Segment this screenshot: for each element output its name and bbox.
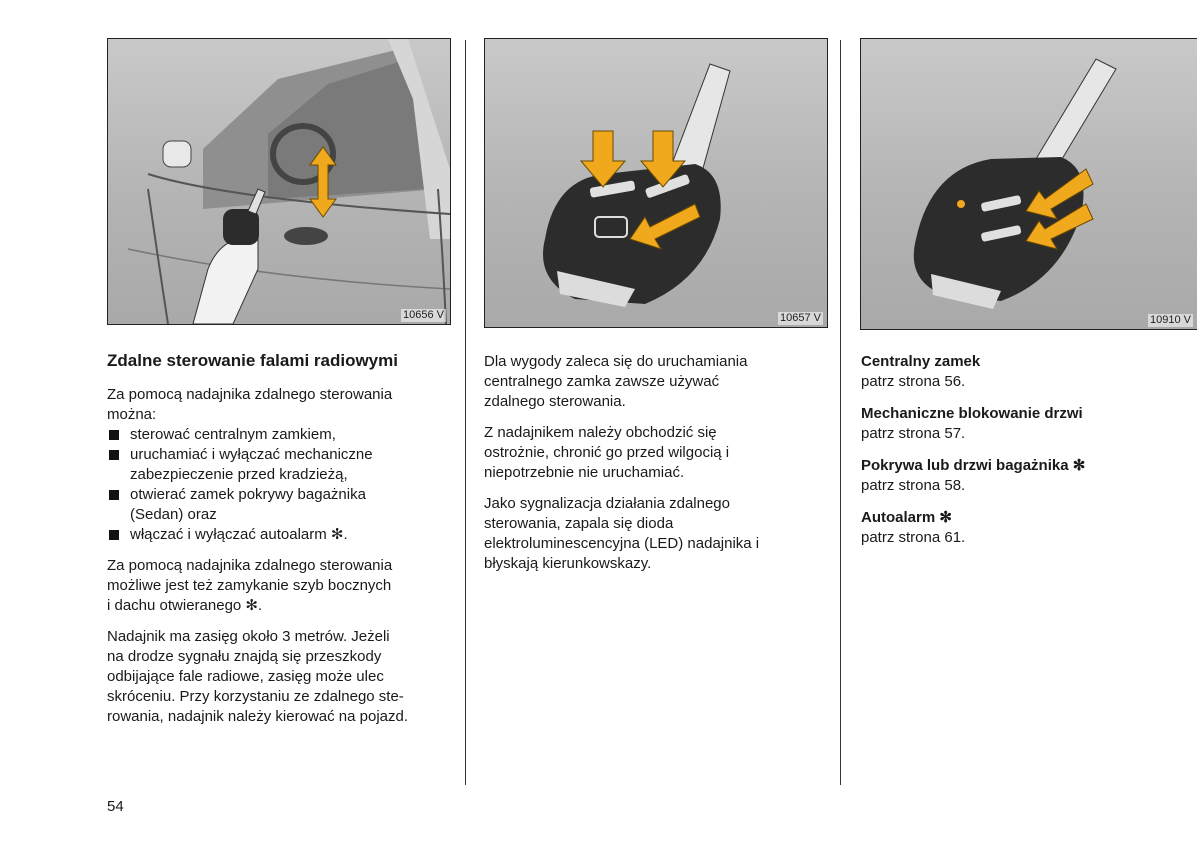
text-line: można: xyxy=(107,406,157,423)
paragraph-care xyxy=(484,423,729,483)
list-item xyxy=(107,485,373,525)
figure-code: 10657 V xyxy=(780,312,821,324)
bullet-square-icon xyxy=(109,490,119,500)
list-item xyxy=(107,425,373,445)
bullet-square-icon xyxy=(109,430,119,440)
figure-code: 10910 V xyxy=(1150,314,1191,326)
ref-heading: Pokrywa lub drzwi bagażnika ✻ xyxy=(861,457,1086,474)
page-number: 54 xyxy=(107,798,124,815)
remote-key-illustration xyxy=(485,39,827,327)
bullet-square-icon xyxy=(109,450,119,460)
text-line: i dachu otwieranego ✻. xyxy=(107,597,263,614)
bullet-square-icon xyxy=(109,530,119,540)
ref-mechanical-lock xyxy=(861,404,1083,444)
ref-page-link[interactable]: patrz strona 57. xyxy=(861,425,966,442)
figure-remote-buttons xyxy=(484,38,828,328)
ref-page-link[interactable]: patrz strona 61. xyxy=(861,529,966,546)
ref-page-link[interactable]: patrz strona 56. xyxy=(861,373,966,390)
text-line: Nadajnik ma zasięg około 3 metrów. Jeżeli xyxy=(107,628,390,645)
text-line: Jako sygnalizacja działania zdalnego xyxy=(484,495,730,512)
column-rule-2 xyxy=(840,40,841,785)
list-item xyxy=(107,445,373,485)
text-line: ostrożnie, chronić go przed wilgocią i xyxy=(484,444,730,461)
ref-central-lock xyxy=(861,352,980,392)
ref-heading: Mechaniczne blokowanie drzwi xyxy=(861,405,1083,422)
text-line: Z nadajnikem należy obchodzić się xyxy=(484,424,717,441)
list-item-text: włączać i wyłączać autoalarm ✻. xyxy=(130,526,348,543)
text-line: możliwe jest też zamykanie szyb bocznych xyxy=(107,577,392,594)
list-item-text: otwierać zamek pokrywy bagażnika xyxy=(130,486,366,503)
text-line: zdalnego sterowania. xyxy=(484,393,626,410)
text-line: Za pomocą nadajnika zdalnego sterowania xyxy=(107,557,393,574)
figure-car-door xyxy=(107,38,451,325)
list-item-text: sterować centralnym zamkiem, xyxy=(130,426,336,443)
ref-heading: Autoalarm ✻ xyxy=(861,509,952,526)
text-line: skróceniu. Przy korzystaniu ze zdalnego ste- xyxy=(107,688,404,705)
text-line: sterowania, zapala się dioda xyxy=(484,515,674,532)
text-line: Dla wygody zaleca się do uruchamiania xyxy=(484,353,748,370)
column-rule-1 xyxy=(465,40,466,785)
list-item-text: zabezpieczenie przed kradzieżą, xyxy=(130,466,348,483)
intro-paragraph xyxy=(107,385,392,425)
text-line: Za pomocą nadajnika zdalnego sterowania xyxy=(107,386,393,403)
text-line: centralnego zamka zawsze używać xyxy=(484,373,720,390)
list-item xyxy=(107,525,373,545)
list-item-text: uruchamiać i wyłączać mechaniczne xyxy=(130,446,373,463)
ref-heading: Centralny zamek xyxy=(861,353,981,370)
section-heading: Zdalne sterowanie falami radiowymi xyxy=(107,351,398,370)
paragraph-windows xyxy=(107,556,392,616)
car-door-illustration xyxy=(108,39,450,324)
figure-code: 10656 V xyxy=(403,309,444,321)
text-line: odbijające fale radiowe, zasięg może ulec xyxy=(107,668,384,685)
list-item-text: (Sedan) oraz xyxy=(130,506,217,523)
figure-remote-side xyxy=(860,38,1197,330)
text-line: niepotrzebnie nie uruchamiać. xyxy=(484,464,685,481)
text-line: rowania, nadajnik należy kierować na pojazd. xyxy=(107,708,409,725)
text-line: na drodze sygnału znajdą się przeszkody xyxy=(107,648,382,665)
paragraph-convenience xyxy=(484,352,747,412)
text-line: elektroluminescencyjna (LED) nadajnika i xyxy=(484,535,760,552)
ref-page-link[interactable]: patrz strona 58. xyxy=(861,477,966,494)
remote-key-side-illustration xyxy=(861,39,1197,329)
text-line: błyskają kierunkowskazy. xyxy=(484,555,652,572)
paragraph-signal xyxy=(484,494,759,574)
paragraph-range xyxy=(107,627,408,727)
feature-list xyxy=(107,425,373,545)
ref-trunk xyxy=(861,456,1085,496)
ref-alarm xyxy=(861,508,965,548)
